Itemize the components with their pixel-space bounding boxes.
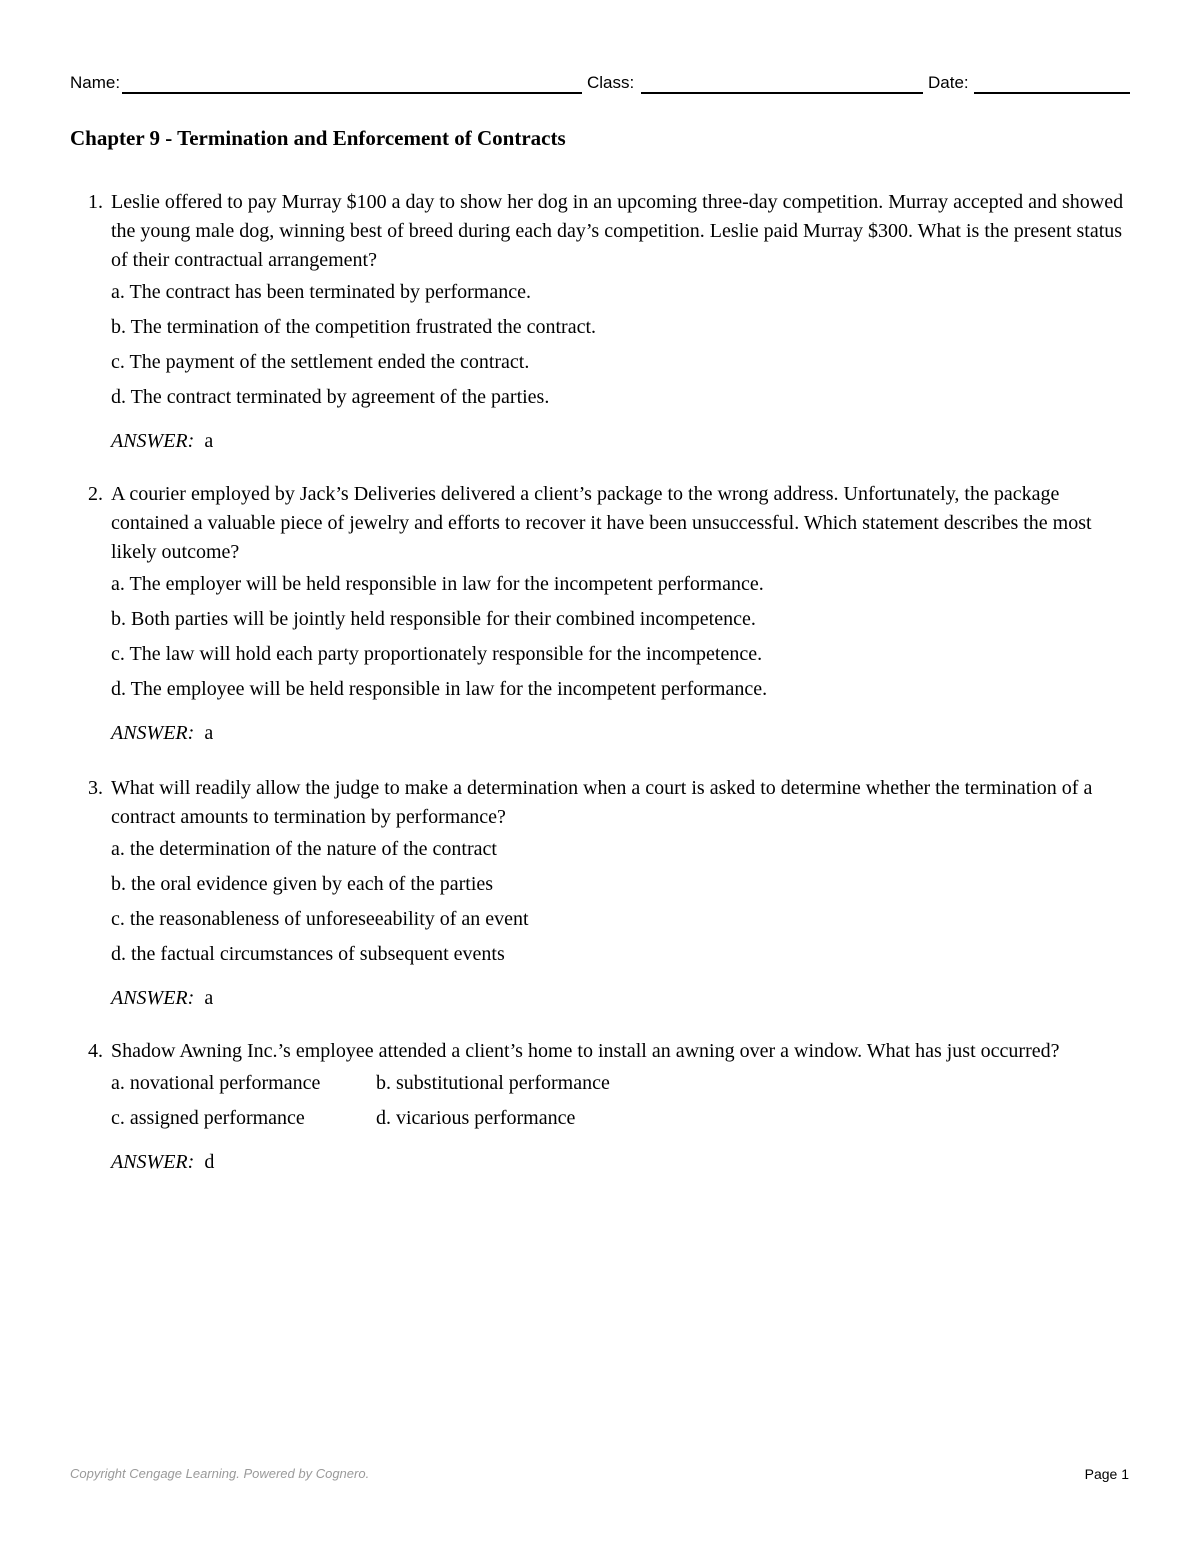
date-blank-line: [974, 92, 1130, 94]
choice-c: c. The law will hold each party proportionately responsible for the incompetence.: [111, 643, 763, 665]
choice-a: a. The employer will be held responsible in law for the incompetent performance.: [111, 573, 764, 595]
choice-d: d. vicarious performance: [376, 1107, 576, 1129]
question-text: Shadow Awning Inc.’s employee attended a client’s home to install an awning over a window. What has just occurred?: [111, 1040, 1060, 1062]
choice-list: [88, 278, 1138, 418]
answer-value: a: [204, 430, 214, 452]
choice-d: d. The employee will be held responsible in law for the incompetent performance.: [111, 678, 768, 700]
question-stem: [88, 774, 1138, 832]
answer-label: ANSWER:: [111, 987, 195, 1009]
answer-value: d: [204, 1151, 215, 1173]
question-text: What will readily allow the judge to make a determination when a court is asked to determine whether the termination of a contract amounts to termination by performance?: [111, 777, 1093, 828]
copyright-notice: Copyright Cengage Learning. Powered by Cognero.: [70, 1466, 370, 1481]
answer-row: [88, 1148, 1138, 1177]
choice-b: b. the oral evidence given by each of the parties: [111, 873, 494, 895]
question-text: A courier employed by Jack’s Deliveries delivered a client’s package to the wrong address. Unfortunately, the package contained a valuable piece of jewelry and efforts to recover it have been unsuccessful. Which statement describes the most likely outcome?: [111, 483, 1092, 563]
question-2: [88, 480, 1138, 748]
answer-row: [88, 719, 1138, 748]
choice-list: [88, 835, 1138, 975]
name-label: Name:: [70, 73, 121, 92]
choice-b: b. substitutional performance: [376, 1072, 610, 1094]
question-4: [88, 1037, 1138, 1177]
question-3: [88, 774, 1138, 1013]
answer-value: a: [204, 987, 214, 1009]
choice-a: a. the determination of the nature of the contract: [111, 838, 497, 860]
student-info-header: [70, 72, 1130, 98]
answer-row: [88, 427, 1138, 456]
class-label: Class:: [587, 73, 635, 92]
choice-a: a. novational performance: [111, 1072, 321, 1094]
answer-label: ANSWER:: [111, 430, 195, 452]
choice-c: c. the reasonableness of unforeseeability of an event: [111, 908, 529, 930]
choice-c: c. assigned performance: [111, 1107, 305, 1129]
choice-b: b. The termination of the competition frustrated the contract.: [111, 316, 597, 338]
question-stem: [88, 188, 1138, 275]
answer-value: a: [204, 722, 214, 744]
answer-label: ANSWER:: [111, 1151, 195, 1173]
date-label: Date:: [928, 73, 969, 92]
answer-row: [88, 984, 1138, 1013]
choice-d: d. the factual circumstances of subsequent events: [111, 943, 505, 965]
class-blank-line: [641, 92, 923, 94]
choice-grid: [88, 1069, 1138, 1139]
name-blank-line: [122, 92, 582, 94]
question-number: 4.: [88, 1040, 103, 1062]
choice-d: d. The contract terminated by agreement of the parties.: [111, 386, 550, 408]
question-stem: [88, 480, 1138, 567]
question-stem: [88, 1037, 1138, 1066]
choice-a: a. The contract has been terminated by performance.: [111, 281, 531, 303]
page-number: Page 1: [1084, 1466, 1129, 1482]
question-number: 2.: [88, 483, 103, 505]
question-number: 1.: [88, 191, 103, 213]
choice-b: b. Both parties will be jointly held responsible for their combined incompetence.: [111, 608, 756, 630]
answer-label: ANSWER:: [111, 722, 195, 744]
choice-list: [88, 570, 1138, 710]
question-1: [88, 188, 1138, 456]
question-number: 3.: [88, 777, 103, 799]
choice-c: c. The payment of the settlement ended the contract.: [111, 351, 530, 373]
question-text: Leslie offered to pay Murray $100 a day to show her dog in an upcoming three-day competition. Murray accepted and showed the young male dog, winning best of breed during each day’s competition. Leslie paid Murray $300. What is the present status of their contractual arrangement?: [111, 191, 1124, 271]
chapter-title: Chapter 9 - Termination and Enforcement of Contracts: [70, 126, 566, 150]
